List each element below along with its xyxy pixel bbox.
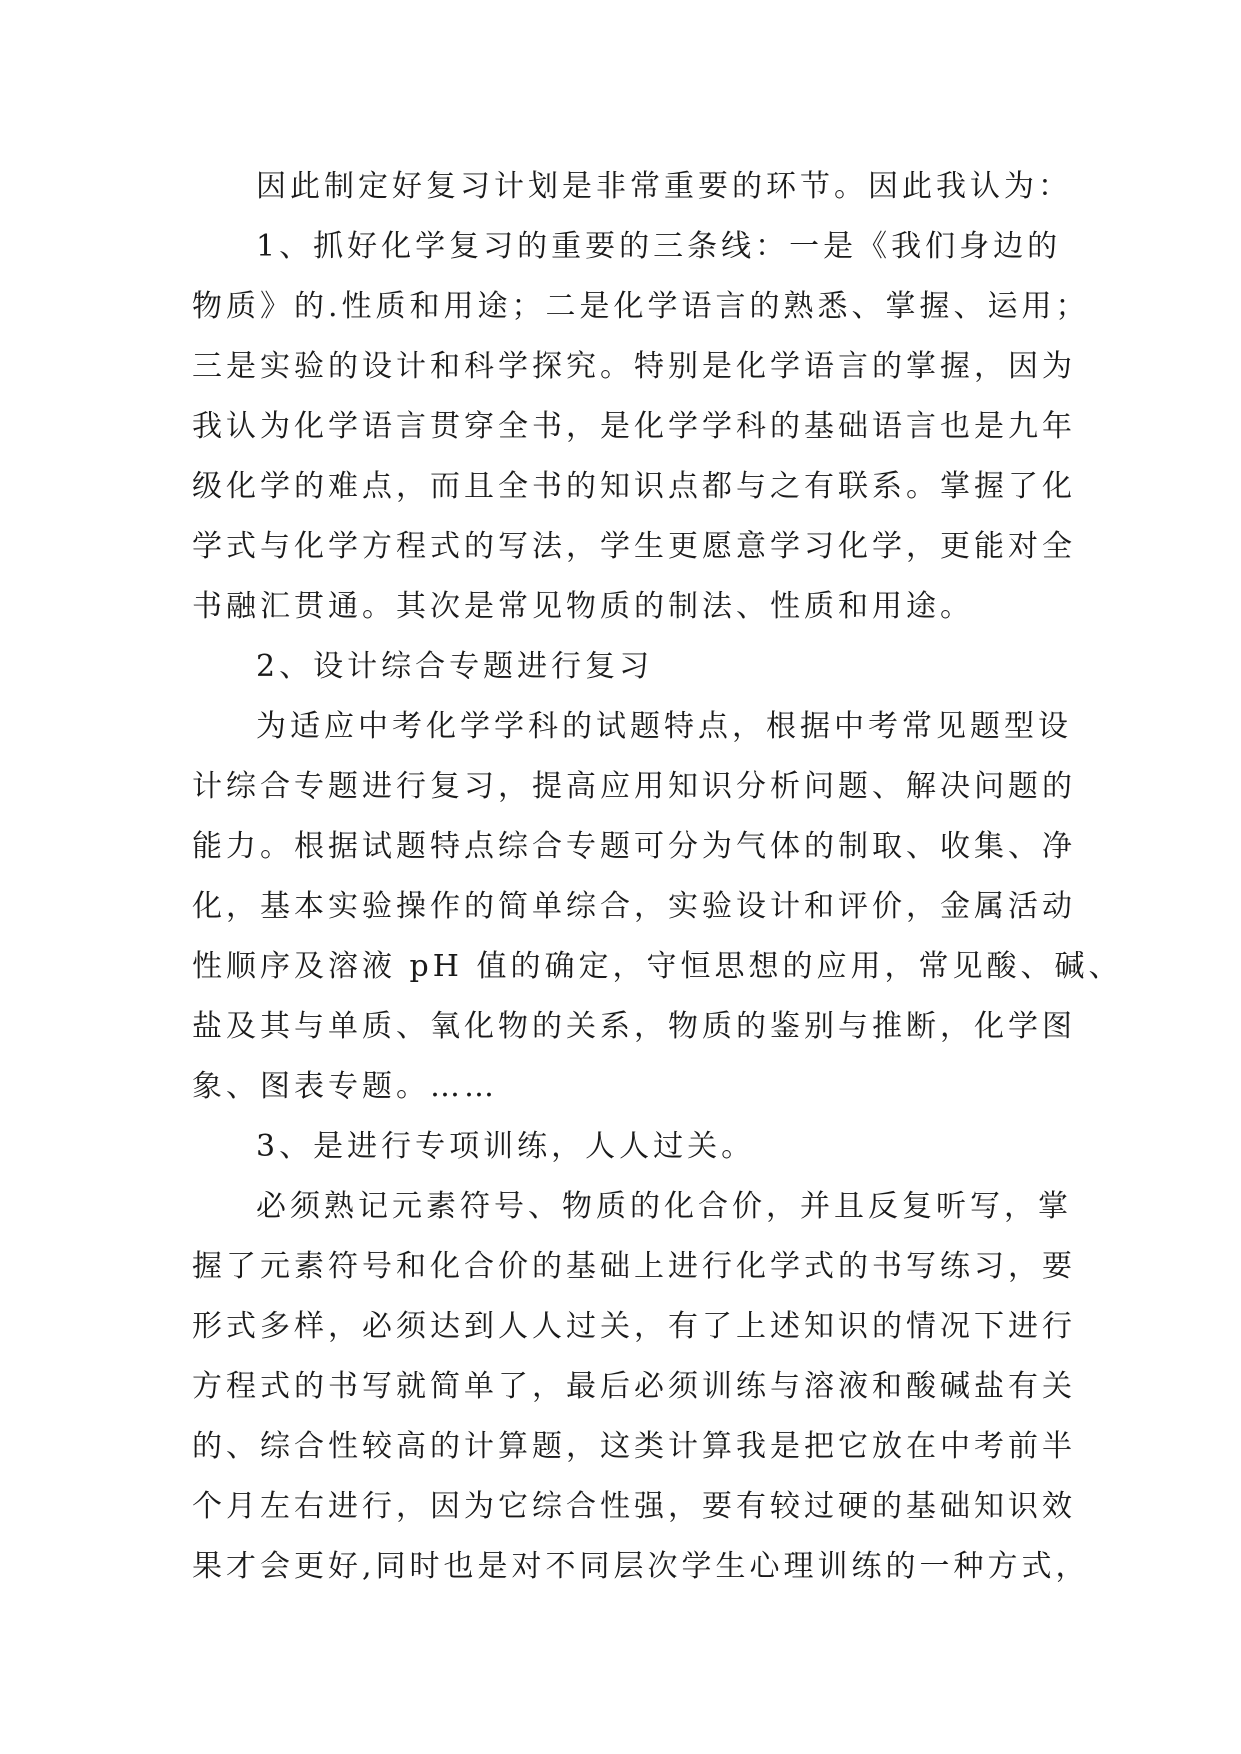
text-line: 学式与化学方程式的写法，学生更愿意学习化学，更能对全 (192, 529, 1076, 564)
text-line: 化，基本实验操作的简单综合，实验设计和评价，金属活动 (192, 889, 1076, 924)
text-line: 果才会更好,同时也是对不同层次学生心理训练的一种方式， (192, 1549, 1090, 1584)
text-line: 个月左右进行，因为它综合性强，要有较过硬的基础知识效 (192, 1489, 1076, 1524)
text-line: 形式多样，必须达到人人过关，有了上述知识的情况下进行 (192, 1309, 1076, 1344)
text-line: 我认为化学语言贯穿全书，是化学学科的基础语言也是九年 (192, 409, 1076, 444)
text-line: 握了元素符号和化合价的基础上进行化学式的书写练习，要 (192, 1249, 1076, 1284)
text-line: 因此制定好复习计划是非常重要的环节。因此我认为： (256, 169, 1072, 204)
text-line: 物质》的.性质和用途；二是化学语言的熟悉、掌握、运用； (192, 289, 1090, 324)
text-line: 方程式的书写就简单了，最后必须训练与溶液和酸碱盐有关 (192, 1369, 1076, 1404)
text-line: 2、设计综合专题进行复习 (256, 649, 654, 684)
text-line: 的、综合性较高的计算题，这类计算我是把它放在中考前半 (192, 1429, 1076, 1464)
text-line: 三是实验的设计和科学探究。特别是化学语言的掌握，因为 (192, 349, 1076, 384)
document-body (192, 157, 1123, 1597)
text-line: 象、图表专题。…… (192, 1069, 498, 1104)
text-line: 性顺序及溶液 pH 值的确定，守恒思想的应用，常见酸、碱、 (192, 949, 1123, 984)
text-line: 1、抓好化学复习的重要的三条线：一是《我们身边的 (256, 229, 1062, 264)
text-line: 计综合专题进行复习，提高应用知识分析问题、解决问题的 (192, 769, 1076, 804)
text-line: 盐及其与单质、氧化物的关系，物质的鉴别与推断，化学图 (192, 1009, 1076, 1044)
text-line: 必须熟记元素符号、物质的化合价，并且反复听写，掌 (256, 1189, 1072, 1224)
text-line: 书融汇贯通。其次是常见物质的制法、性质和用途。 (192, 589, 974, 624)
text-line: 为适应中考化学学科的试题特点，根据中考常见题型设 (256, 709, 1072, 744)
text-line: 级化学的难点，而且全书的知识点都与之有联系。掌握了化 (192, 469, 1076, 504)
text-line: 3、是进行专项训练，人人过关。 (256, 1129, 756, 1164)
text-line: 能力。根据试题特点综合专题可分为气体的制取、收集、净 (192, 829, 1076, 864)
